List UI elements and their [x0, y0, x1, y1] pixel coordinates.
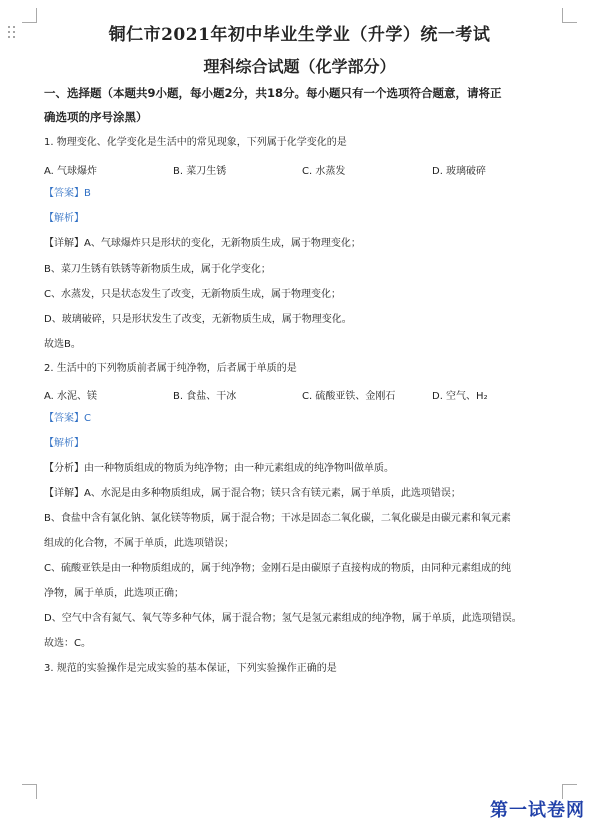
question-1-stem: 1. 物理变化、化学变化是生活中的常见现象，下列属于化学变化的是 — [44, 137, 347, 148]
question-2-option-c: C. 硫酸亚铁、金刚石 — [302, 391, 396, 402]
question-2-option-a: A. 水泥、镁 — [44, 391, 98, 402]
answer-tag: 【答案】C — [44, 413, 91, 424]
question-1-conclusion: 故选B。 — [44, 339, 81, 350]
question-1-detail-1: 【详解】A、气球爆炸只是形状的变化，无新物质生成，属于物理变化； — [44, 238, 361, 249]
question-2-stem: 2. 生活中的下列物质前者属于纯净物，后者属于单质的是 — [44, 363, 297, 374]
answer-tag: 【答案】B — [44, 188, 91, 199]
question-2-detail-5: C、硫酸亚铁是由一种物质组成的，属于纯净物；金刚石是由碳原子直接构成的物质，由同种元素组成的纯 — [44, 563, 511, 574]
question-2-detail-3: B、食盐中含有氯化钠、氯化镁等物质，属于混合物；干冰是固态二氧化碳，二氧化碳是由碳元素和氧元素 — [44, 513, 511, 524]
question-2-detail-6: 净物，属于单质，此选项正确； — [44, 588, 184, 599]
question-2-answer — [44, 412, 91, 426]
question-2-detail-2: 【详解】A、水泥是由多种物质组成，属于混合物；镁只含有镁元素，属于单质，此选项错误； — [44, 488, 461, 499]
question-2-option-b: B. 食盐、干冰 — [173, 391, 237, 402]
question-2-detail-1: 【分析】由一种物质组成的物质为纯净物；由一种元素组成的纯净物叫做单质。 — [44, 463, 394, 474]
watermark-logo: 第一试卷网 — [490, 800, 585, 821]
exam-subtitle: 理科综合试题（化学部分） — [203, 57, 396, 76]
question-1-detail-4: D、玻璃破碎，只是形状发生了改变，无新物质生成，属于物理变化。 — [44, 314, 352, 325]
section-heading-line2: 确选项的序号涂黑） — [44, 110, 148, 124]
question-1-option-a: A. 气球爆炸 — [44, 166, 98, 177]
question-2-conclusion: 故选：C。 — [44, 638, 91, 649]
question-2-detail-7: D、空气中含有氮气、氧气等多种气体，属于混合物；氢气是氢元素组成的纯净物，属于单质，此选项错误。 — [44, 613, 522, 624]
question-1-option-d: D. 玻璃破碎 — [432, 166, 487, 177]
question-1-answer — [44, 187, 91, 201]
question-2-detail-4: 组成的化合物，不属于单质，此选项错误； — [44, 538, 234, 549]
question-3-stem: 3. 规范的实验操作是完成实验的基本保证，下列实验操作正确的是 — [44, 663, 337, 674]
exam-title: 铜仁市2021年初中毕业生学业（升学）统一考试 — [108, 25, 491, 45]
question-1-option-c: C. 水蒸发 — [302, 166, 346, 177]
question-1-option-b: B. 菜刀生锈 — [173, 166, 227, 177]
question-2-analysis-tag: 【解析】 — [44, 438, 84, 449]
corner-mark-bottom-left — [22, 784, 37, 799]
question-1-detail-2: B、菜刀生锈有铁锈等新物质生成，属于化学变化； — [44, 264, 271, 275]
question-1-analysis-tag: 【解析】 — [44, 213, 84, 224]
question-1-detail-3: C、水蒸发，只是状态发生了改变，无新物质生成，属于物理变化； — [44, 289, 341, 300]
section-heading-line1: 一、选择题（本题共9小题，每小题2分，共18分。每小题只有一个选项符合题意，请将正 — [44, 86, 502, 100]
question-2-option-d: D. 空气、H₂ — [432, 391, 488, 402]
